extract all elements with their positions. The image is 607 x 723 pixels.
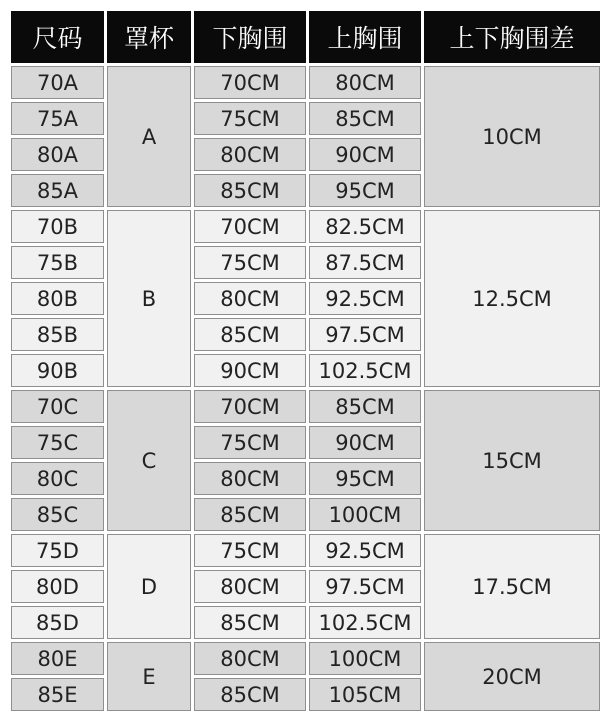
underbust-cell: 75CM	[194, 102, 306, 135]
size-cell: 85D	[11, 606, 104, 639]
size-cell: 85B	[11, 318, 104, 351]
size-cell: 80E	[11, 642, 104, 675]
bust-cell: 87.5CM	[309, 246, 421, 279]
underbust-cell: 80CM	[194, 570, 306, 603]
difference-cell: 12.5CM	[424, 210, 600, 387]
bust-cell: 102.5CM	[309, 606, 421, 639]
bust-cell: 95CM	[309, 462, 421, 495]
underbust-cell: 85CM	[194, 498, 306, 531]
bust-cell: 97.5CM	[309, 318, 421, 351]
underbust-cell: 70CM	[194, 66, 306, 99]
bust-cell: 80CM	[309, 66, 421, 99]
cup-cell: A	[107, 66, 191, 207]
header-cup: 罩杯	[107, 11, 191, 63]
size-cell: 75C	[11, 426, 104, 459]
size-cell: 75D	[11, 534, 104, 567]
header-bust: 上胸围	[309, 11, 421, 63]
underbust-cell: 85CM	[194, 318, 306, 351]
bust-cell: 82.5CM	[309, 210, 421, 243]
underbust-cell: 70CM	[194, 390, 306, 423]
bust-cell: 102.5CM	[309, 354, 421, 387]
bust-cell: 105CM	[309, 678, 421, 711]
underbust-cell: 75CM	[194, 246, 306, 279]
size-cell: 70A	[11, 66, 104, 99]
table-row	[11, 390, 600, 423]
underbust-cell: 90CM	[194, 354, 306, 387]
bust-cell: 90CM	[309, 138, 421, 171]
underbust-cell: 75CM	[194, 426, 306, 459]
table-row	[11, 534, 600, 567]
underbust-cell: 85CM	[194, 606, 306, 639]
size-cell: 80B	[11, 282, 104, 315]
table-row	[11, 210, 600, 243]
size-cell: 75A	[11, 102, 104, 135]
underbust-cell: 80CM	[194, 642, 306, 675]
difference-cell: 15CM	[424, 390, 600, 531]
header-underbust: 下胸围	[194, 11, 306, 63]
size-cell: 70C	[11, 390, 104, 423]
cup-cell: B	[107, 210, 191, 387]
bust-cell: 92.5CM	[309, 282, 421, 315]
bust-cell: 100CM	[309, 498, 421, 531]
underbust-cell: 85CM	[194, 174, 306, 207]
header-size: 尺码	[11, 11, 104, 63]
size-cell: 85C	[11, 498, 104, 531]
bust-cell: 85CM	[309, 102, 421, 135]
bust-cell: 95CM	[309, 174, 421, 207]
underbust-cell: 80CM	[194, 462, 306, 495]
cup-cell: D	[107, 534, 191, 639]
underbust-cell: 85CM	[194, 678, 306, 711]
underbust-cell: 70CM	[194, 210, 306, 243]
header-difference: 上下胸围差	[424, 11, 600, 63]
size-cell: 85E	[11, 678, 104, 711]
bust-cell: 85CM	[309, 390, 421, 423]
bust-cell: 92.5CM	[309, 534, 421, 567]
size-cell: 90B	[11, 354, 104, 387]
table-row	[11, 642, 600, 675]
bra-size-table	[8, 8, 603, 714]
difference-cell: 20CM	[424, 642, 600, 711]
bust-cell: 100CM	[309, 642, 421, 675]
underbust-cell: 80CM	[194, 138, 306, 171]
table-row	[11, 66, 600, 99]
difference-cell: 17.5CM	[424, 534, 600, 639]
size-cell: 80C	[11, 462, 104, 495]
underbust-cell: 75CM	[194, 534, 306, 567]
size-cell: 80A	[11, 138, 104, 171]
table-body	[11, 66, 600, 711]
size-cell: 70B	[11, 210, 104, 243]
bust-cell: 90CM	[309, 426, 421, 459]
cup-cell: E	[107, 642, 191, 711]
size-cell: 80D	[11, 570, 104, 603]
size-cell: 85A	[11, 174, 104, 207]
underbust-cell: 80CM	[194, 282, 306, 315]
difference-cell: 10CM	[424, 66, 600, 207]
size-cell: 75B	[11, 246, 104, 279]
cup-cell: C	[107, 390, 191, 531]
header-row	[11, 11, 600, 63]
bust-cell: 97.5CM	[309, 570, 421, 603]
